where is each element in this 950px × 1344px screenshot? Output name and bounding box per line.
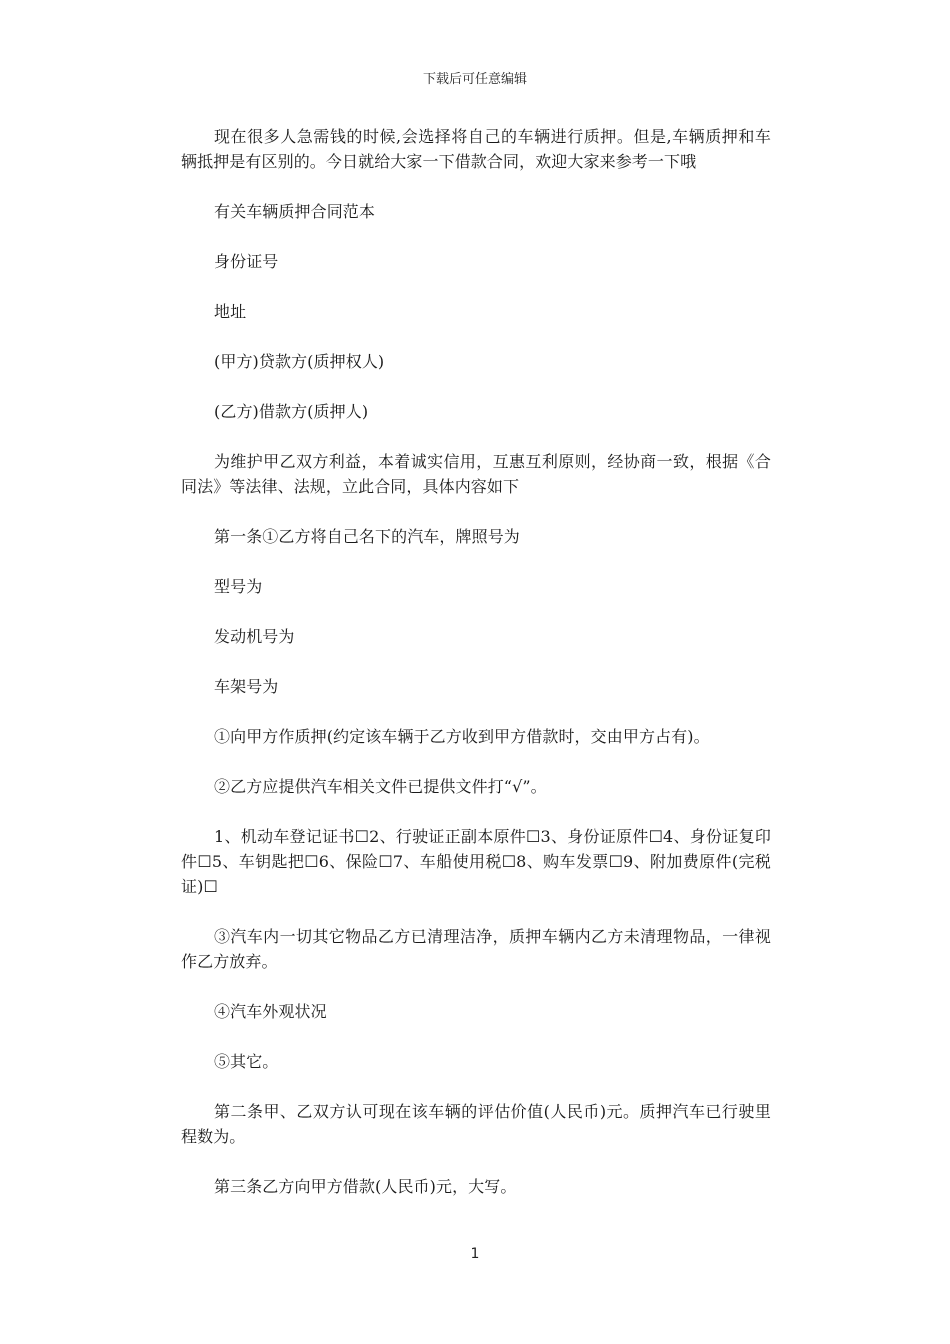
documents-checklist: 1、机动车登记证书☐2、行驶证正副本原件☐3、身份证原件☐4、身份证复印件☐5、车钥匙把☐6、保险☐7、车船使用税☐8、购车发票☐9、附加费原件(完税证)☐ — [181, 827, 771, 896]
document-body — [181, 124, 771, 1224]
party-b-line: (乙方)借款方(质押人) — [214, 402, 369, 421]
address-line: 地址 — [214, 302, 247, 321]
clause-exterior: ④汽车外观状况 — [214, 1002, 327, 1021]
contract-title: 有关车辆质押合同范本 — [214, 202, 376, 221]
article-3: 第三条乙方向甲方借款(人民币)元，大写。 — [214, 1177, 517, 1196]
preamble-paragraph: 为维护甲乙双方利益，本着诚实信用，互惠互利原则，经协商一致，根据《合同法》等法律、法规，立此合同，具体内容如下 — [181, 452, 771, 496]
frame-number-line: 车架号为 — [214, 677, 279, 696]
page-header: 下载后可任意编辑 — [422, 72, 527, 87]
intro-paragraph: 现在很多人急需钱的时候,会选择将自己的车辆进行质押。但是,车辆质押和车辆抵押是有区别的。今日就给大家一下借款合同，欢迎大家来参考一下哦 — [181, 127, 771, 171]
id-number-line: 身份证号 — [214, 252, 279, 271]
clause-documents: ②乙方应提供汽车相关文件已提供文件打“√”。 — [214, 777, 547, 796]
article-1-plate: 第一条①乙方将自己名下的汽车，牌照号为 — [214, 527, 520, 546]
page-number: 1 — [470, 1246, 480, 1262]
party-a-line: (甲方)贷款方(质押权人) — [214, 352, 385, 371]
clause-belongings: ③汽车内一切其它物品乙方已清理洁净，质押车辆内乙方未清理物品，一律视作乙方放弃。 — [181, 927, 771, 971]
engine-number-line: 发动机号为 — [214, 627, 295, 646]
model-line: 型号为 — [214, 577, 263, 596]
article-2: 第二条甲、乙双方认可现在该车辆的评估价值(人民币)元。质押汽车已行驶里程数为。 — [181, 1102, 771, 1146]
clause-pledge: ①向甲方作质押(约定该车辆于乙方收到甲方借款时，交由甲方占有)。 — [214, 727, 710, 746]
clause-other: ⑤其它。 — [214, 1052, 279, 1071]
